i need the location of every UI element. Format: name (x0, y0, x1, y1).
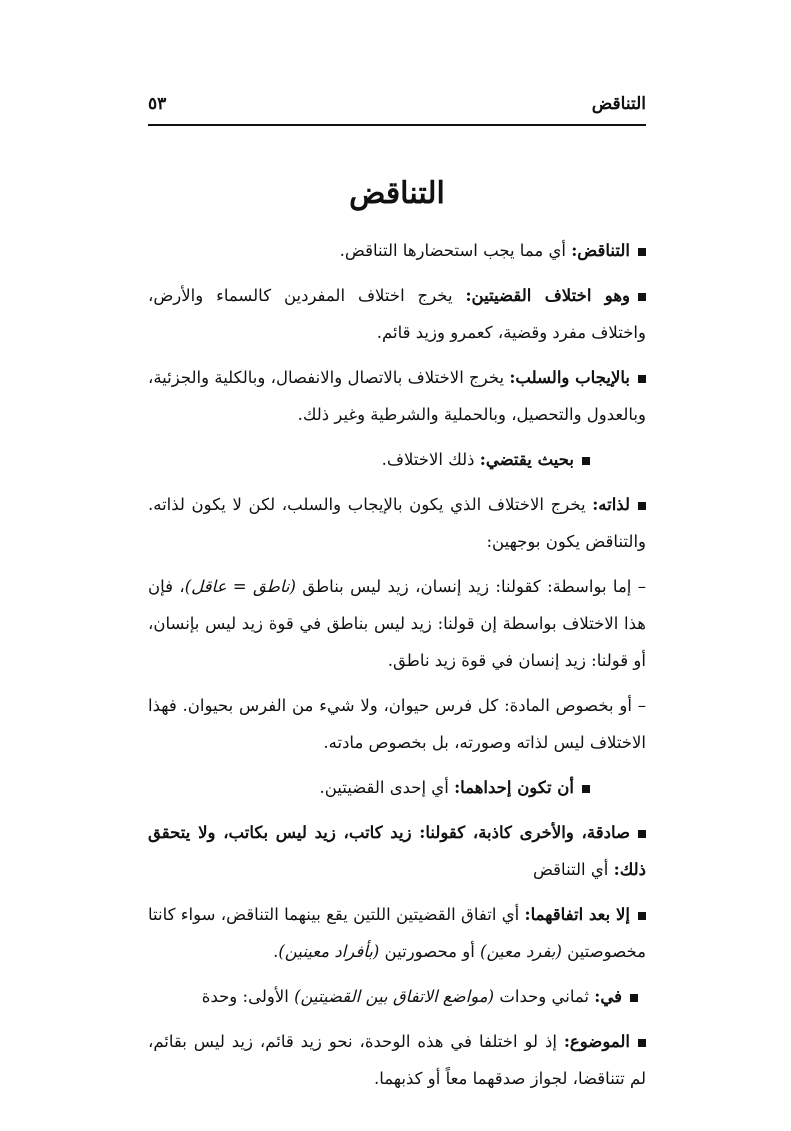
bullet-icon (638, 293, 646, 301)
paragraph (148, 359, 646, 433)
italic-note: (بأفراد معينين) (278, 942, 380, 961)
paragraph-text: أي اتفاق القضيتين اللتين يقع بينهما التناقض، سواء كانتا مخصوصتين (148, 905, 646, 961)
paragraph (148, 232, 646, 269)
paragraph (148, 441, 646, 478)
paragraph-text: يخرج الاختلاف الذي يكون بالإيجاب والسلب، لكن لا يكون لذاته. والتناقض يكون بوجهين: (148, 495, 646, 551)
paragraph-text: أي التناقض (532, 860, 614, 879)
term: التناقض: (571, 241, 630, 260)
paragraph (148, 769, 646, 806)
paragraph-text: يخرج الاختلاف بالاتصال والانفصال، وبالكلية والجزئية، وبالعدول والتحصيل، وبالحملية والشرطية وغير ذلك. (148, 368, 646, 424)
running-header (148, 90, 646, 126)
term: وهو اختلاف القضيتين: (465, 286, 631, 305)
bullet-icon (638, 502, 646, 510)
paragraph (148, 486, 646, 560)
paragraph-text: الأولى: وحدة (201, 987, 295, 1006)
term: لذاته: (592, 495, 630, 514)
paragraph-text: . (273, 942, 279, 961)
page-number: ٥٣ (148, 94, 167, 114)
bullet-icon (582, 785, 590, 793)
term: أن تكون إحداهما: (454, 778, 574, 797)
bullet-icon (638, 375, 646, 383)
italic-note: (مواضع الاتفاق بين القضيتين) (294, 987, 495, 1006)
paragraph-text: ثماني وحدات (494, 987, 595, 1006)
bullet-icon (638, 912, 646, 920)
paragraph-text: إذ لو اختلفا في هذه الوحدة، نحو زيد قائم، زيد ليس بقائم، لم تتناقضا، لجواز صدقهما معاً أو كذبهما. (148, 1032, 646, 1088)
header-title: التناقض (591, 94, 646, 114)
paragraph (148, 896, 646, 970)
paragraph-text: – إما بواسطة: كقولنا: زيد إنسان، زيد ليس بناطق (295, 577, 646, 596)
paragraph-text: أو محصورتين (379, 942, 481, 961)
paragraph-text: ذلك الاختلاف. (381, 450, 480, 469)
paragraph (148, 687, 646, 761)
paragraph (148, 814, 646, 888)
term: في: (594, 987, 622, 1006)
paragraph (148, 568, 646, 679)
term: إلا بعد اتفاقهما: (524, 905, 630, 924)
bullet-icon (630, 994, 638, 1002)
bullet-icon (638, 1039, 646, 1047)
paragraph-text: أي إحدى القضيتين. (319, 778, 455, 797)
paragraph-text: يخرج اختلاف المفردين كالسماء والأرض، واختلاف مفرد وقضية، كعمرو وزيد قائم. (148, 286, 646, 342)
paragraph-text: – أو بخصوص المادة: كل فرس حيوان، ولا شيء من الفرس بحيوان. فهذا الاختلاف ليس لذاته وصورته، بل بخصوص مادته. (148, 696, 646, 752)
italic-note: (ناطق = عاقل) (184, 577, 296, 596)
term: الموضوع: (563, 1032, 630, 1051)
paragraph-text: ، فإن هذا الاختلاف بواسطة إن قولنا: زيد ليس بناطق في قوة زيد ليس بإنسان، أو قولنا: زيد إنسان في قوة زيد ناطق. (148, 577, 646, 670)
body-text (148, 232, 646, 1105)
paragraph-text: أي مما يجب استحضارها التناقض. (339, 241, 572, 260)
paragraph (148, 277, 646, 351)
bullet-icon (638, 830, 646, 838)
paragraph (148, 1023, 646, 1097)
italic-note: (بفرد معين) (480, 942, 562, 961)
term: بحيث يقتضي: (479, 450, 574, 469)
chapter-title: التناقض (349, 176, 445, 211)
bullet-icon (582, 457, 590, 465)
term: بالإيجاب والسلب: (509, 368, 630, 387)
paragraph (148, 978, 646, 1015)
bullet-icon (638, 248, 646, 256)
header-rule (148, 124, 646, 126)
term: صادقة، والأخرى كاذبة، كقولنا: زيد كاتب، زيد ليس بكاتب، ولا يتحقق ذلك: (148, 823, 646, 879)
